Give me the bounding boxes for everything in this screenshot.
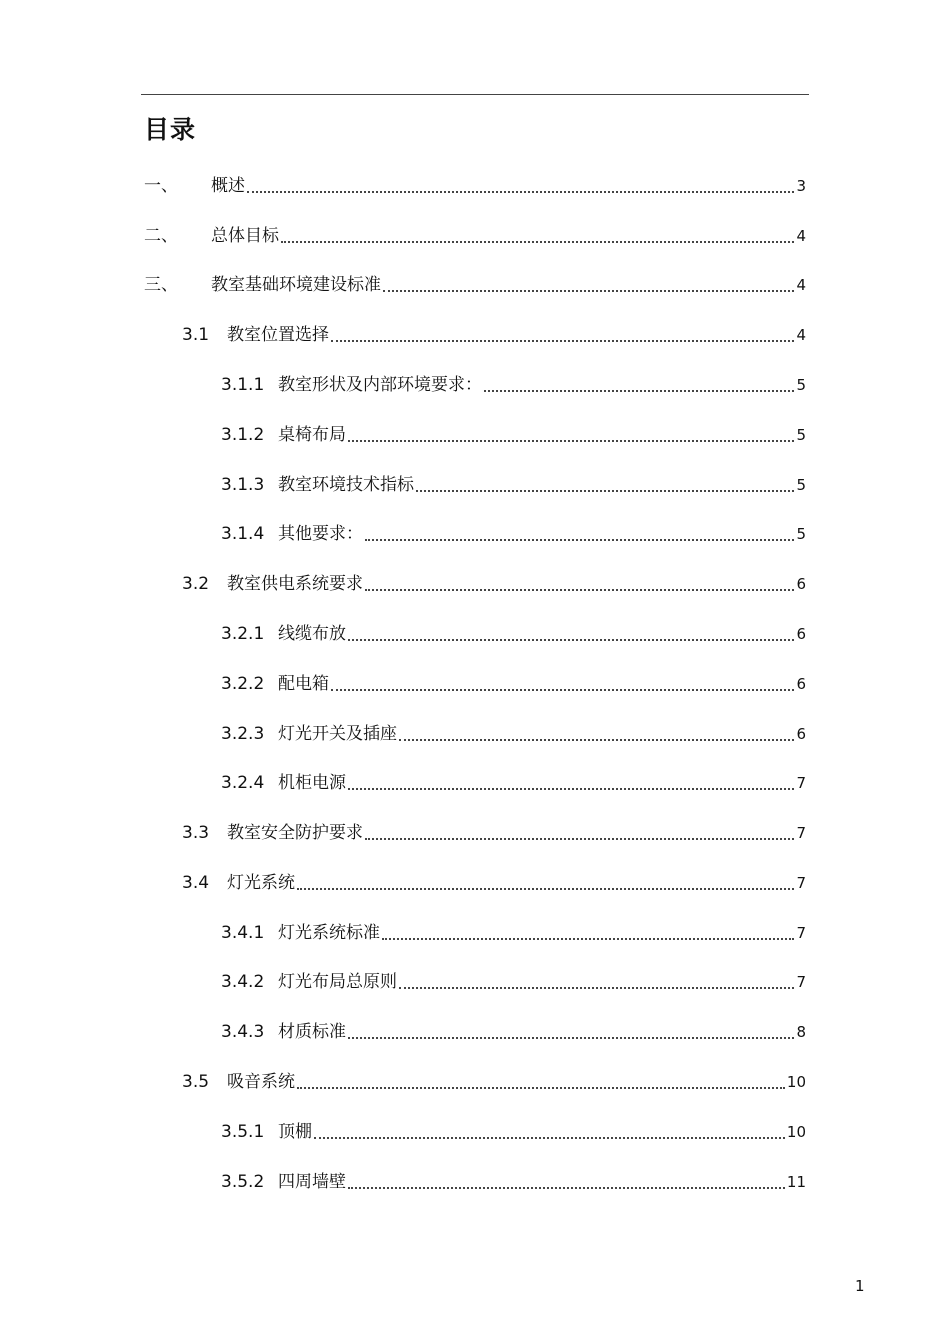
toc-entry-label: 四周墙壁 — [278, 1172, 346, 1192]
toc-entry[interactable] — [221, 722, 806, 746]
toc-entry-label: 吸音系统 — [227, 1072, 295, 1092]
page-number: 1 — [855, 1277, 865, 1295]
toc-entry-leader — [416, 490, 794, 492]
toc-entry-label: 教室基础环境建设标准 — [211, 275, 381, 295]
toc-entry-label: 总体目标 — [211, 226, 279, 246]
toc-entry[interactable] — [221, 1020, 806, 1044]
toc-entry-number: 3.2.3 — [221, 724, 265, 744]
toc-entry-page: 11 — [786, 1173, 806, 1191]
toc-entry-number: 3.2.4 — [221, 773, 265, 793]
toc-entry-page: 6 — [796, 725, 806, 743]
toc-entry-number: 3.1.2 — [221, 425, 265, 445]
toc-entry[interactable] — [182, 572, 806, 596]
toc-entry-leader — [314, 1137, 785, 1139]
toc-entry-number: 3.5 — [182, 1072, 210, 1092]
toc-entry-leader — [348, 1037, 794, 1039]
toc-entry-leader — [348, 639, 794, 641]
toc-entry[interactable] — [221, 473, 806, 497]
toc-entry[interactable] — [221, 771, 806, 795]
toc-entry[interactable] — [221, 970, 806, 994]
toc-entry-label: 灯光系统标准 — [278, 923, 380, 943]
toc-title: 目录 — [144, 115, 197, 144]
toc-entry-number: 三、 — [144, 275, 178, 295]
toc-entry-page: 8 — [796, 1023, 806, 1041]
toc-entry[interactable] — [221, 622, 806, 646]
toc-entry-page: 4 — [796, 276, 806, 294]
toc-entry-leader — [297, 1087, 785, 1089]
toc-entry-number: 3.4.1 — [221, 923, 265, 943]
toc-entry[interactable] — [144, 174, 806, 198]
toc-entry-number: 二、 — [144, 226, 178, 246]
toc-entry-label: 教室供电系统要求 — [227, 574, 363, 594]
toc-entry-number: 3.1.4 — [221, 524, 265, 544]
toc-entry-leader — [297, 888, 794, 890]
toc-entry-page: 7 — [796, 874, 806, 892]
toc-entry-page: 4 — [796, 326, 806, 344]
toc-entry[interactable] — [182, 323, 806, 347]
toc-entry-leader — [365, 539, 794, 541]
toc-entry-page: 7 — [796, 924, 806, 942]
toc-entry-number: 3.1 — [182, 325, 210, 345]
toc-entry-leader — [348, 788, 794, 790]
toc-entry[interactable] — [221, 1170, 806, 1194]
toc-entry-leader — [247, 191, 794, 193]
toc-entry-leader — [399, 739, 794, 741]
toc-entry[interactable] — [144, 273, 806, 297]
toc-entry-leader — [331, 689, 794, 691]
toc-entry[interactable] — [221, 423, 806, 447]
toc-entry-page: 10 — [786, 1073, 806, 1091]
toc-entry-label: 材质标准 — [278, 1022, 346, 1042]
toc-entry[interactable] — [221, 373, 806, 397]
toc-entry-page: 6 — [796, 675, 806, 693]
toc-entry-page: 10 — [786, 1123, 806, 1141]
toc-entry-leader — [365, 589, 794, 591]
toc-entry[interactable] — [144, 224, 806, 248]
toc-entry[interactable] — [182, 821, 806, 845]
toc-entry-page: 7 — [796, 774, 806, 792]
toc-entry-leader — [281, 241, 794, 243]
toc-entry-page: 5 — [796, 476, 806, 494]
toc-entry-number: 一、 — [144, 176, 178, 196]
toc-entry-number: 3.5.2 — [221, 1172, 265, 1192]
toc-entry-number: 3.4.3 — [221, 1022, 265, 1042]
toc-entry-leader — [331, 340, 794, 342]
toc-entry-page: 6 — [796, 575, 806, 593]
toc-entry-number: 3.4.2 — [221, 972, 265, 992]
toc-entry-number: 3.1.1 — [221, 375, 265, 395]
toc-entry-leader — [399, 987, 794, 989]
toc-entry-leader — [484, 390, 794, 392]
toc-entry-label: 桌椅布局 — [278, 425, 346, 445]
toc-entry-number: 3.2.1 — [221, 624, 265, 644]
toc-entry[interactable] — [182, 1070, 806, 1094]
toc-entry-label: 顶棚 — [278, 1122, 312, 1142]
toc-entry-number: 3.5.1 — [221, 1122, 265, 1142]
toc-entry[interactable] — [182, 871, 806, 895]
toc-entry-label: 其他要求： — [278, 524, 363, 544]
toc-entry[interactable] — [221, 522, 806, 546]
toc-entry-label: 教室形状及内部环境要求： — [278, 375, 482, 395]
toc-entry-page: 3 — [796, 177, 806, 195]
toc-entry-leader — [348, 440, 794, 442]
toc-entry-label: 教室位置选择 — [227, 325, 329, 345]
toc-entry-label: 配电箱 — [278, 674, 329, 694]
toc-entry-leader — [365, 838, 794, 840]
toc-entry-number: 3.3 — [182, 823, 210, 843]
toc-entry-label: 概述 — [211, 176, 245, 196]
toc-entry[interactable] — [221, 672, 806, 696]
toc-entry-page: 6 — [796, 625, 806, 643]
toc-entry-page: 5 — [796, 426, 806, 444]
toc-entry-number: 3.2 — [182, 574, 210, 594]
toc-entry-label: 教室安全防护要求 — [227, 823, 363, 843]
toc-entry-page: 7 — [796, 824, 806, 842]
toc-entry-page: 4 — [796, 227, 806, 245]
toc-entry-number: 3.4 — [182, 873, 210, 893]
toc-entry[interactable] — [221, 921, 806, 945]
toc-entry[interactable] — [221, 1120, 806, 1144]
toc-entry-label: 机柜电源 — [278, 773, 346, 793]
toc-entry-page: 5 — [796, 525, 806, 543]
toc-entry-label: 教室环境技术指标 — [278, 475, 414, 495]
toc-entry-number: 3.2.2 — [221, 674, 265, 694]
toc-entry-leader — [348, 1187, 785, 1189]
toc-entry-label: 灯光布局总原则 — [278, 972, 397, 992]
toc-entry-page: 7 — [796, 973, 806, 991]
toc-entry-label: 灯光开关及插座 — [278, 724, 397, 744]
toc-entry-label: 灯光系统 — [227, 873, 295, 893]
toc-entry-label: 线缆布放 — [278, 624, 346, 644]
toc-entry-leader — [382, 938, 794, 940]
toc-entry-page: 5 — [796, 376, 806, 394]
toc-entry-number: 3.1.3 — [221, 475, 265, 495]
toc-entry-leader — [383, 290, 794, 292]
